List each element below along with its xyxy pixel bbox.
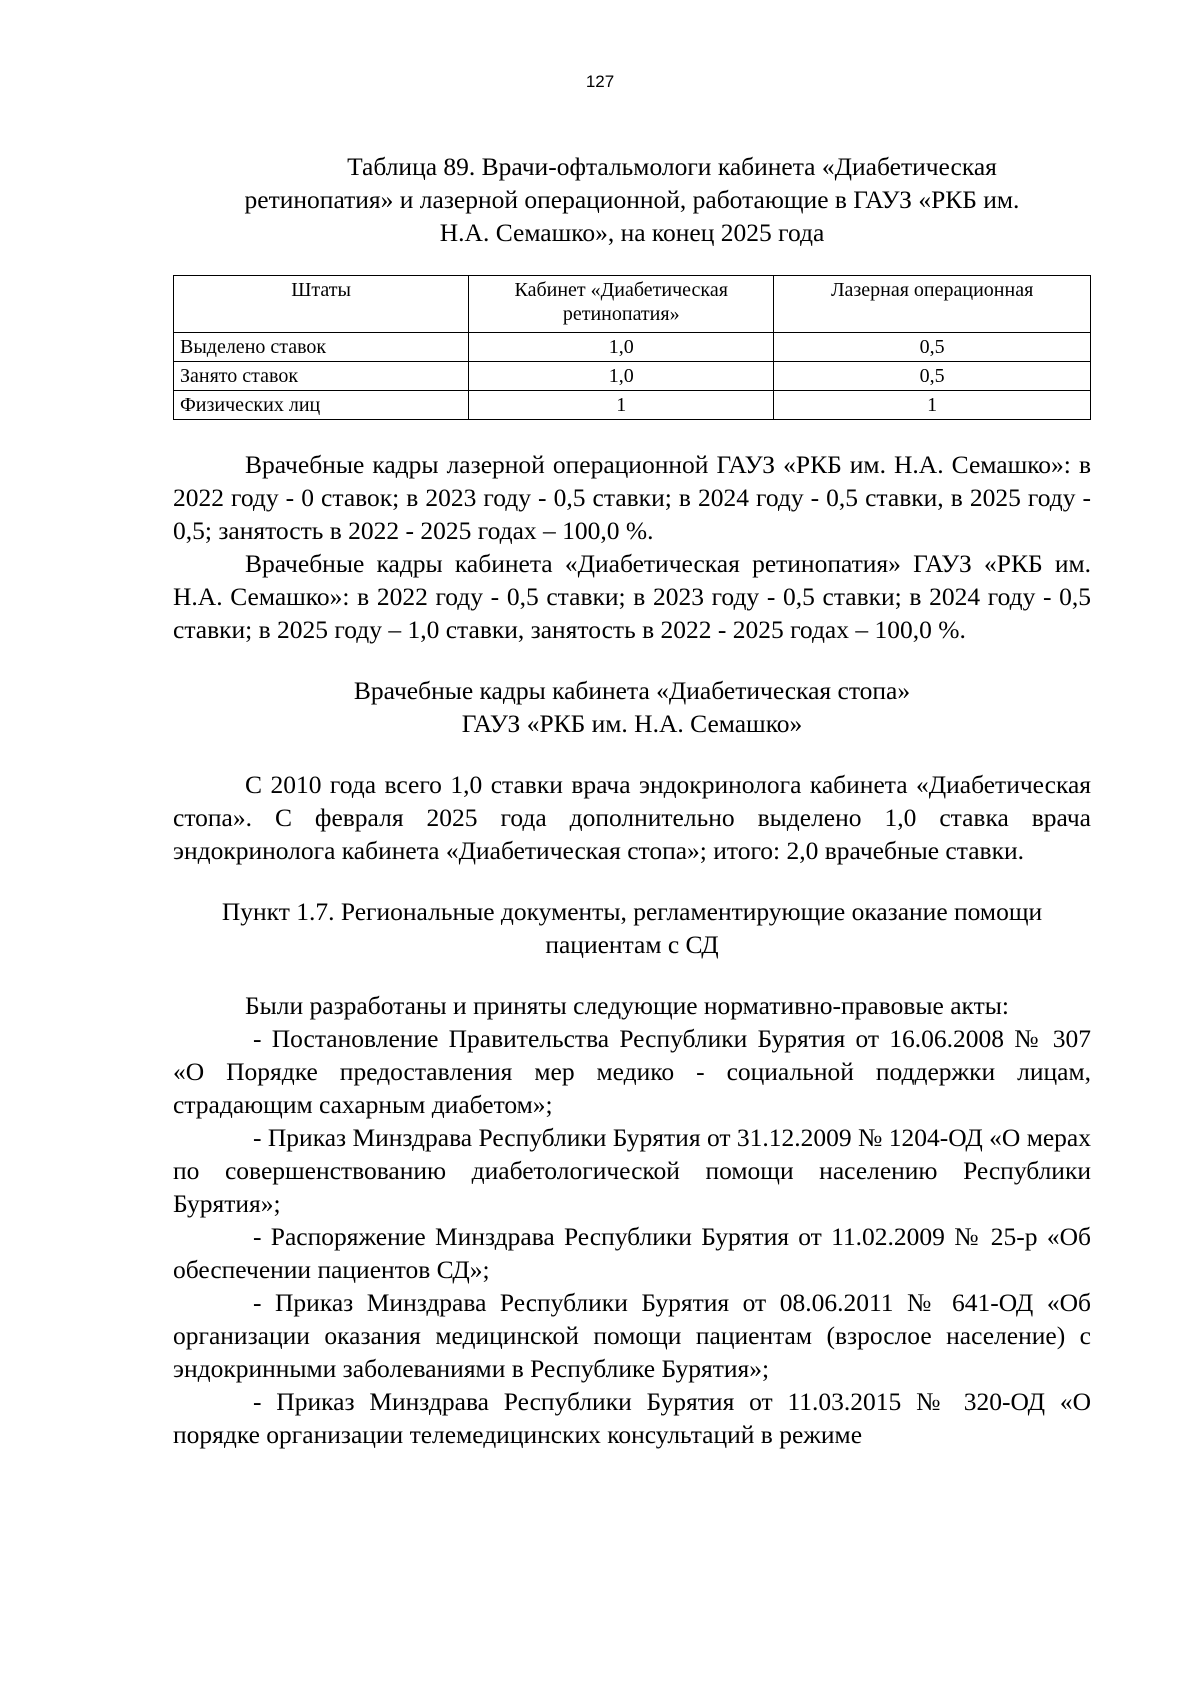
table-row [174, 391, 1091, 420]
list-item: - Приказ Минздрава Республики Бурятия от 11.03.2015 № 320-ОД «О порядке организации телемедицинских консультаций в режиме [173, 1387, 1091, 1449]
list-item: - Постановление Правительства Республики Бурятия от 16.06.2008 № 307 «О Порядке предоставления мер медико - социальной поддержки лицам, страдающим сахарным диабетом»; [173, 1024, 1091, 1119]
list-item: - Приказ Минздрава Республики Бурятия от 31.12.2009 № 1204-ОД «О мерах по совершенствованию диабетологической помощи населению Республики Бурятия»; [173, 1123, 1091, 1218]
table-header-cell: Штаты [174, 276, 469, 333]
heading-diabetic-foot [173, 674, 1091, 740]
staff-table [173, 275, 1091, 420]
table-row [174, 362, 1091, 391]
table-header-cell: Лазерная операционная [774, 276, 1091, 333]
paragraph-retinopathy-staff: Врачебные кадры кабинета «Диабетическая ретинопатия» ГАУЗ «РКБ им. Н.А. Семашко»: в 2022 году - 0,5 ставки; в 2023 году - 0,5 ставки; в 2024 году - 0,5 ставки; в 2025 году – 1,0 ставки, занятость в 2022 - 2025 годах – 100,0 %. [173, 549, 1091, 644]
paragraph-laser-staff: Врачебные кадры лазерной операционной ГАУЗ «РКБ им. Н.А. Семашко»: в 2022 году - 0 ставок; в 2023 году - 0,5 ставки; в 2024 году - 0,5 ставки, в 2025 году - 0,5; занятость в 2022 - 2025 годах – 100,0 %. [173, 450, 1091, 545]
page-content [173, 150, 1091, 1451]
table-cell: 0,5 [774, 333, 1091, 362]
table-caption [173, 150, 1091, 249]
table-cell: 1 [774, 391, 1091, 420]
section-heading-line-1: Пункт 1.7. Региональные документы, регламентирующие оказание помощи [221, 897, 1043, 926]
section-heading-line-2: пациентам с СД [545, 930, 719, 959]
list-item: - Распоряжение Минздрава Республики Бурятия от 11.02.2009 № 25-р «Об обеспечении пациентов СД»; [173, 1222, 1091, 1284]
table-cell: 1 [469, 391, 774, 420]
paragraph-intro: Были разработаны и приняты следующие нормативно-правовые акты: [245, 991, 1009, 1020]
list-item: - Приказ Минздрава Республики Бурятия от 08.06.2011 № 641-ОД «Об организации оказания медицинской помощи пациентам (взрослое население) с эндокринными заболеваниями в Республике Бурятия»; [173, 1288, 1091, 1383]
table-header-row [174, 276, 1091, 333]
section-heading [173, 895, 1091, 961]
heading-diabetic-foot-line-2: ГАУЗ «РКБ им. Н.А. Семашко» [461, 709, 803, 738]
table-cell: 0,5 [774, 362, 1091, 391]
table-cell: Физических лиц [174, 391, 469, 420]
table-caption-line-3: Н.А. Семашко», на конец 2025 года [439, 218, 825, 247]
heading-diabetic-foot-line-1: Врачебные кадры кабинета «Диабетическая стопа» [353, 676, 911, 705]
table-cell: Занято ставок [174, 362, 469, 391]
table-cell: Выделено ставок [174, 333, 469, 362]
table-caption-line-2: ретинопатия» и лазерной операционной, работающие в ГАУЗ «РКБ им. [244, 185, 1020, 214]
table-caption-line-1: Таблица 89. Врачи-офтальмологи кабинета «Диабетическая [347, 152, 997, 181]
table-row [174, 333, 1091, 362]
table-header-cell: Кабинет «Диабетическая ретинопатия» [469, 276, 774, 333]
table-cell: 1,0 [469, 333, 774, 362]
paragraph-diabetic-foot: С 2010 года всего 1,0 ставки врача эндокринолога кабинета «Диабетическая стопа». С февраля 2025 года дополнительно выделено 1,0 ставка врача эндокринолога кабинета «Диабетическая стопа»; итого: 2,0 врачебные ставки. [173, 770, 1091, 865]
table-cell: 1,0 [469, 362, 774, 391]
page-number: 127 [585, 72, 615, 91]
